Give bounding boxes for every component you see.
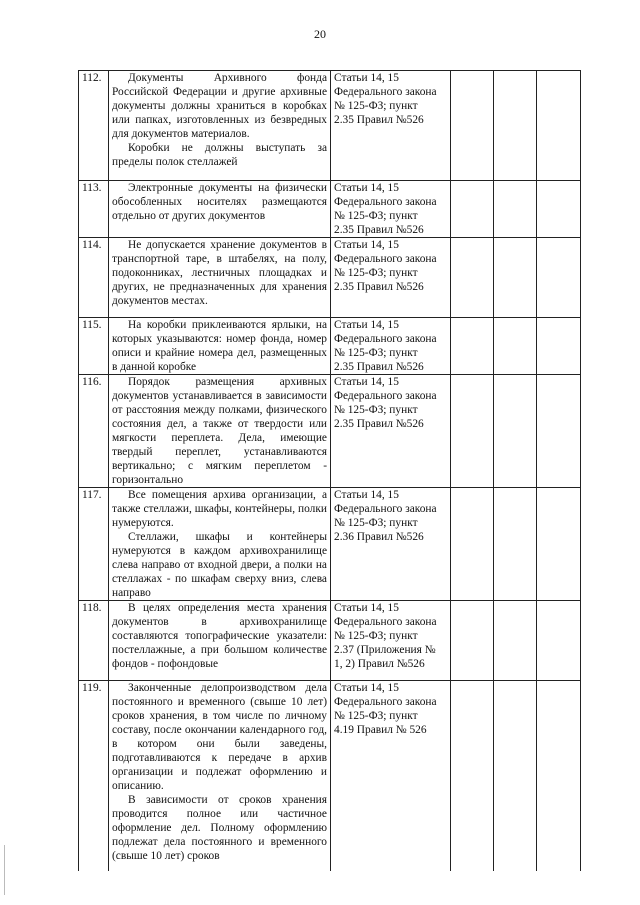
check-na-cell [537,601,581,681]
check-no-cell [494,71,537,181]
scan-margin-mark [4,845,5,895]
check-na-cell [537,71,581,181]
requirement-paragraph: Не допускается хранение документов в транспортной таре, в штабелях, на полу, подоконниках, лестничных площадках и других, не предназначенных для хранения документов местах. [112,239,327,307]
table-row [79,238,581,318]
requirement-paragraph: Порядок размещения архивных документов устанавливается в зависимости от расстояния между полками, физического состояния дел, а также от твердости или мягкости переплета. Дела, имеющие твердый переплет, устанавливаются вертикально; с мягким переплетом - горизонтально [112,376,327,486]
check-na-cell [537,488,581,601]
check-no-cell [494,681,537,871]
check-na-cell [537,318,581,375]
check-na-cell [537,238,581,318]
check-yes-cell [451,71,494,181]
check-no-cell [494,238,537,318]
table-row [79,181,581,238]
legal-reference: Статьи 14, 15 Федерального закона № 125-ФЗ; пункт 2.35 Правил №526 [331,318,451,375]
requirement-paragraph: Коробки не должны выступать за пределы полок стеллажей [112,142,327,168]
legal-reference: Статьи 14, 15 Федерального закона № 125-ФЗ; пункт 2.35 Правил №526 [331,71,451,181]
requirement-paragraph: Стеллажи, шкафы и контейнеры нумеруются в каждом архивохранилище слева направо от входной двери, а полки на стеллажах - по шкафам сверху вниз, слева направо [112,531,327,599]
requirement-paragraph: Документы Архивного фонда Российской Федерации и другие архивные документы должны храниться в коробках или папках, изготовленных из безвредных для документов материалов. [112,72,327,140]
requirement-text [109,181,331,238]
check-na-cell [537,375,581,488]
check-no-cell [494,601,537,681]
check-no-cell [494,488,537,601]
row-number: 114. [79,238,109,318]
legal-reference: Статьи 14, 15 Федерального закона № 125-ФЗ; пункт 2.35 Правил №526 [331,238,451,318]
row-number: 112. [79,71,109,181]
requirement-paragraph: На коробки приклеиваются ярлыки, на которых указываются: номер фонда, номер описи и крайние номера дел, размещенных в данной коробке [112,319,327,373]
requirement-text [109,601,331,681]
requirement-text [109,71,331,181]
requirement-paragraph: В целях определения места хранения документов в архивохранилище составляются топографические указатели: постеллажные, а при большом количестве фондов - пофондовые [112,602,327,670]
legal-reference: Статьи 14, 15 Федерального закона № 125-ФЗ; пункт 2.36 Правил №526 [331,488,451,601]
requirement-paragraph: Законченные делопроизводством дела постоянного и временного (свыше 10 лет) сроков хранения, в том числе по личному составу, после окончании календарного год, в котором они были заведены, подготавливаются к передаче в архив организации и подлежат оформлению и описанию. [112,682,327,792]
page-number: 20 [314,27,326,41]
row-number: 113. [79,181,109,238]
requirement-paragraph: Электронные документы на физически обособленных носителях размещаются отдельно от других документов [112,182,327,222]
legal-reference: Статьи 14, 15 Федерального закона № 125-ФЗ; пункт 2.35 Правил №526 [331,181,451,238]
check-no-cell [494,318,537,375]
requirements-table-body [79,71,581,871]
check-yes-cell [451,601,494,681]
requirement-text [109,375,331,488]
table-row [79,601,581,681]
check-yes-cell [451,681,494,871]
legal-reference: Статьи 14, 15 Федерального закона № 125-ФЗ; пункт 4.19 Правил № 526 [331,681,451,871]
row-number: 118. [79,601,109,681]
row-number: 117. [79,488,109,601]
check-no-cell [494,375,537,488]
row-number: 115. [79,318,109,375]
check-yes-cell [451,238,494,318]
requirement-text [109,318,331,375]
check-no-cell [494,181,537,238]
table-row [79,318,581,375]
row-number: 116. [79,375,109,488]
requirement-text [109,238,331,318]
requirement-text [109,681,331,871]
table-row [79,488,581,601]
requirement-paragraph: В зависимости от сроков хранения проводится полное или частичное оформление дел. Полному оформлению подлежат дела постоянного и временного (свыше 10 лет) сроков [112,794,327,862]
check-yes-cell [451,488,494,601]
table-row [79,681,581,871]
table-row [79,71,581,181]
table-row [79,375,581,488]
row-number: 119. [79,681,109,871]
check-yes-cell [451,375,494,488]
check-na-cell [537,181,581,238]
requirement-text [109,488,331,601]
check-yes-cell [451,181,494,238]
requirements-table [78,70,581,871]
legal-reference: Статьи 14, 15 Федерального закона № 125-ФЗ; пункт 2.37 (Приложения № 1, 2) Правил №526 [331,601,451,681]
check-yes-cell [451,318,494,375]
requirement-paragraph: Все помещения архива организации, а также стеллажи, шкафы, контейнеры, полки нумеруются. [112,489,327,529]
legal-reference: Статьи 14, 15 Федерального закона № 125-ФЗ; пункт 2.35 Правил №526 [331,375,451,488]
check-na-cell [537,681,581,871]
